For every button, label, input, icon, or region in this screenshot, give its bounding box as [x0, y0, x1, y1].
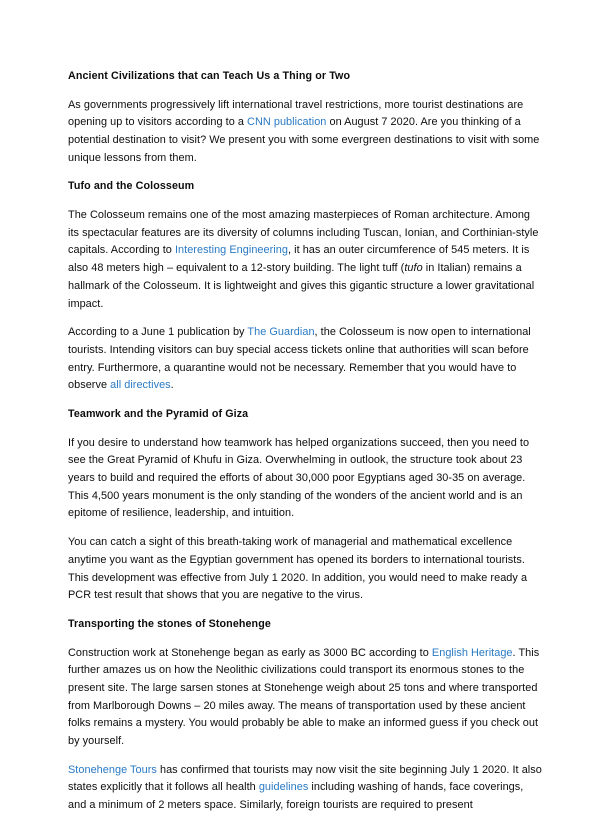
giza-paragraph-2: You can catch a sight of this breath-taking work of managerial and mathematical excellence anytime you want as the Egyptian government has opened its borders to international tourists. This development was effective from July 1 2020. In addition, you would need to make ready a PCR test result that shows that you are negative to the virus. — [68, 536, 528, 602]
section-heading-colosseum: Tufo and the Colosseum — [68, 180, 195, 193]
italic-term-tufo: tufo — [404, 262, 423, 275]
link-all-directives[interactable]: all directives — [110, 379, 171, 392]
colosseum-p1-part3: in Italian) remains a hallmark of the Colosseum. It is lightweight and gives this gigantic structure a lower gravitational impact. — [68, 262, 535, 310]
intro-text-part1: As governments progressively lift international travel restrictions, more tourist destinations are opening up to visitors according to a — [68, 98, 524, 129]
stonehenge-p1-part2: . This further amazes us on how the Neolithic civilizations could transport its enormous stones to the present site. The large sarsen stones at Stonehenge weigh about 25 tons and where transported from Marlborough Downs – 20 miles away. The means of transportation used by these ancient folks remains a mystery. You would probably be able to make an informed guess if you check out by yourself. — [68, 646, 540, 748]
colosseum-paragraph-1 — [68, 207, 543, 313]
colosseum-p2-part1: According to a June 1 publication by — [68, 326, 248, 339]
link-cnn-publication[interactable]: CNN publication — [247, 116, 327, 129]
section-heading-giza: Teamwork and the Pyramid of Giza — [68, 408, 249, 421]
link-the-guardian[interactable]: The Guardian — [247, 326, 315, 339]
link-stonehenge-tours[interactable]: Stonehenge Tours — [68, 763, 157, 776]
colosseum-p2-part2: , the Colosseum is now open to international tourists. Intending visitors can buy special access tickets online that authorities will scan before entry. Furthermore, a quarantine would not be necessary. Remember that you would have to observe — [68, 326, 531, 392]
colosseum-p1-part1: The Colosseum remains one of the most amazing masterpieces of Roman architecture. Among its spectacular features are its diversity of columns including Tuscan, Ionian, and Corthinian-style capitals. According to — [68, 209, 539, 257]
colosseum-paragraph-2 — [68, 324, 543, 395]
stonehenge-paragraph-1 — [68, 645, 543, 751]
colosseum-p2-part3: . — [170, 379, 174, 392]
colosseum-p1-part2: , it has an outer circumference of 545 meters. It is also 48 meters high – equivalent to a 12-story building. The light tuff ( — [68, 244, 530, 275]
link-english-heritage[interactable]: English Heritage — [431, 646, 513, 659]
stonehenge-p2-part1: has confirmed that tourists may now visit the site beginning July 1 2020. It also states explicitly that it follows all health — [68, 763, 542, 794]
intro-text-part2: on August 7 2020. Are you thinking of a potential destination to visit? We present you with some evergreen destinations to visit with some unique lessons from them. — [68, 116, 540, 164]
stonehenge-p1-part1: Construction work at Stonehenge began as early as 3000 BC according to — [68, 646, 432, 659]
page-title: Ancient Civilizations that can Teach Us a Thing or Two — [68, 70, 351, 82]
stonehenge-p2-part2: including washing of hands, face coverings, and a minimum of 2 meters space. Similarly, foreign tourists are required to present — [68, 781, 524, 812]
link-guidelines[interactable]: guidelines — [258, 781, 309, 794]
link-interesting-engineering[interactable]: Interesting Engineering — [174, 244, 288, 257]
stonehenge-paragraph-2 — [68, 762, 543, 815]
section-heading-stonehenge: Transporting the stones of Stonehenge — [68, 617, 271, 630]
intro-paragraph — [68, 97, 543, 168]
giza-paragraph-1: If you desire to understand how teamwork has helped organizations succeed, then you need to see the Great Pyramid of Khufu in Giza. Overwhelming in outlook, the structure took about 23 years to build and required the efforts of about 30,000 poor Egyptians aged 30-35 on average. This 4,500 years monument is the only standing of the wonders of the ancient world and is an epitome of resilience, leadership, and intuition. — [68, 436, 530, 520]
